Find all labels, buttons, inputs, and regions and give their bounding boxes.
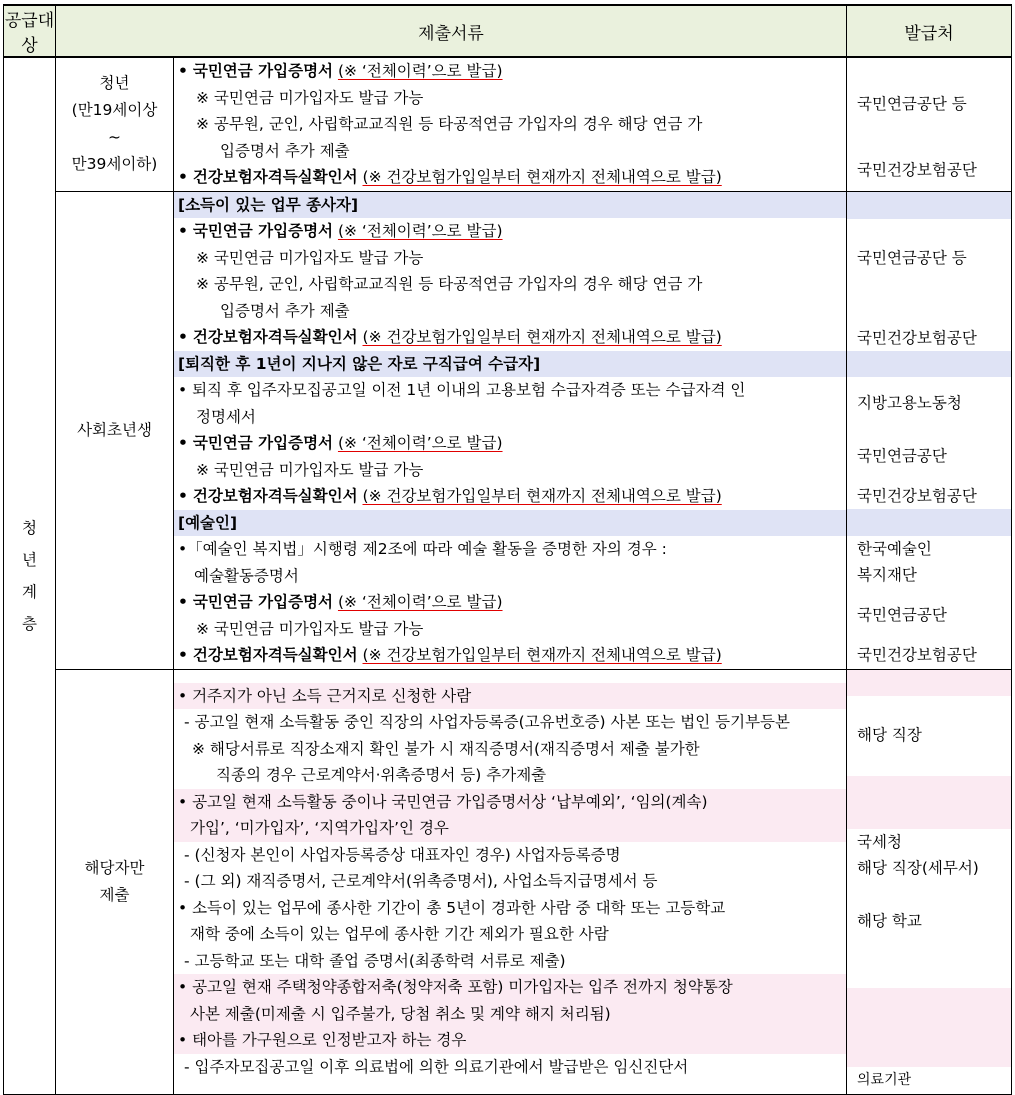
list-item: • 건강보험자격득실확인서 (※ 건강보험가입일부터 현재까지 전체내역으로 발급) — [178, 487, 722, 505]
section-title: [예술인] — [174, 510, 846, 537]
list-item: ※ 국민연금 미가입자도 발급 가능 — [196, 88, 424, 107]
list-item: ※ 국민연금 미가입자도 발급 가능 — [196, 460, 424, 479]
list-item: - 고등학교 또는 대학 졸업 증명서(최종학력 서류로 제출) — [184, 951, 566, 970]
list-item: • 국민연금 가입증명서 (※ ‘전체이력’으로 발급) — [178, 434, 503, 452]
youth-issuers: 국민연금공단 등 국민건강보험공단 — [847, 57, 1012, 191]
newcomer-row — [4, 191, 1012, 669]
list-item: • 국민연금 가입증명서 (※ ‘전체이력’으로 발급) — [178, 593, 503, 611]
list-item: - (신청자 본인이 사업자등록증상 대표자인 경우) 사업자등록증명 — [184, 845, 621, 864]
list-item: • 퇴직 후 입주자모집공고일 이전 1년 이내의 고용보험 수급자격증 또는 수급자격 인 — [178, 381, 746, 399]
list-item: 입증명서 추가 제출 — [220, 141, 350, 160]
list-item: - (그 외) 재직증명서, 근로계약서(위촉증명서), 사업소득지급명세서 등 — [184, 872, 658, 891]
section-title: [소득이 있는 업무 종사자] — [174, 192, 846, 219]
list-item: • 건강보험자격득실확인서 (※ 건강보험가입일부터 현재까지 전체내역으로 발급) — [178, 646, 722, 664]
list-item: • 공고일 현재 주택청약종합저축(청약저축 포함) 미가입자는 입주 전까지 청약통장 — [174, 974, 846, 1001]
youth-label: 청년 (만19세이상 ~ 만39세이하) — [56, 57, 174, 191]
list-item: • 국민연금 가입증명서 (※ ‘전체이력’으로 발급) — [178, 62, 503, 80]
list-item: •「예술인 복지법」시행령 제2조에 따라 예술 활동을 증명한 자의 경우 : — [178, 540, 667, 558]
list-item: ※ 국민연금 미가입자도 발급 가능 — [196, 248, 424, 267]
header-target: 공급대상 — [4, 5, 56, 57]
list-item: • 국민연금 가입증명서 (※ ‘전체이력’으로 발급) — [178, 222, 503, 240]
list-item: ※ 공무원, 군인, 사립학교교직원 등 타공적연금 가입자의 경우 해당 연금 가 — [196, 275, 703, 293]
list-item: • 태아를 가구원으로 인정받고자 하는 경우 — [174, 1027, 846, 1054]
list-item: 직종의 경우 근로계약서·위촉증명서 등) 추가제출 — [216, 766, 547, 785]
group-youth-tier: 청 년 계 층 — [4, 57, 56, 1094]
list-item: • 건강보험자격득실확인서 (※ 건강보험가입일부터 현재까지 전체내역으로 발급) — [178, 168, 722, 186]
list-item: ※ 해당서류로 직장소재지 확인 불가 시 재직증명서(재직증명서 제출 불가한 — [192, 739, 700, 758]
table-header-row — [4, 5, 1012, 57]
applicable-label: 해당자만 제출 — [56, 669, 174, 1094]
list-item: • 거주지가 아닌 소득 근거지로 신청한 사람 — [174, 683, 846, 710]
list-item: - 입주자모집공고일 이후 의료법에 의한 의료기관에서 발급받은 임신진단서 — [184, 1057, 689, 1076]
list-item: ※ 국민연금 미가입자도 발급 가능 — [196, 619, 424, 638]
youth-row — [4, 57, 1012, 191]
list-item: • 건강보험자격득실확인서 (※ 건강보험가입일부터 현재까지 전체내역으로 발급) — [178, 328, 722, 346]
documents-table — [3, 4, 1012, 1095]
list-item: - 공고일 현재 소득활동 중인 직장의 사업자등록증(고유번호증) 사본 또는 법인 등기부등본 — [184, 713, 790, 732]
applicable-row — [4, 669, 1012, 1094]
youth-documents — [174, 57, 847, 191]
list-item: • 소득이 있는 업무에 종사한 기간이 총 5년이 경과한 사람 중 대학 또는 고등학교 — [178, 898, 726, 917]
applicable-documents — [174, 669, 847, 1094]
list-item: ※ 공무원, 군인, 사립학교교직원 등 타공적연금 가입자의 경우 해당 연금 가 — [196, 115, 703, 133]
newcomer-issuers: 국민연금공단 등 국민건강보험공단 지방고용노동청 국민연금공단 국민건강보험공단 한국예술인 복지재단 국민연금공단 국민건강보험공단 — [847, 191, 1012, 669]
list-item: 입증명서 추가 제출 — [220, 301, 350, 320]
newcomer-label: 사회초년생 — [56, 191, 174, 669]
list-item: 예술활동증명서 — [194, 566, 299, 585]
header-documents: 제출서류 — [56, 5, 847, 57]
header-issuer: 발급처 — [847, 5, 1012, 57]
applicable-issuers: 해당 직장 국세청 해당 직장(세무서) 해당 학교 의료기관 — [847, 669, 1012, 1094]
list-item: 가입’, ‘미가입자’, ‘지역가입자’인 경우 — [174, 815, 846, 842]
newcomer-documents — [174, 191, 847, 669]
list-item: 사본 제출(미제출 시 입주불가, 당첨 취소 및 계약 해지 처리됨) — [174, 1001, 846, 1028]
list-item: • 공고일 현재 소득활동 중이나 국민연금 가입증명서상 ‘납부예외’, ‘임의(계속) — [174, 789, 846, 816]
list-item: 정명세서 — [196, 407, 256, 426]
section-title: [퇴직한 후 1년이 지나지 않은 자로 구직급여 수급자] — [174, 351, 846, 378]
list-item: 재학 중에 소득이 있는 업무에 종사한 기간 제외가 필요한 사람 — [190, 925, 609, 944]
